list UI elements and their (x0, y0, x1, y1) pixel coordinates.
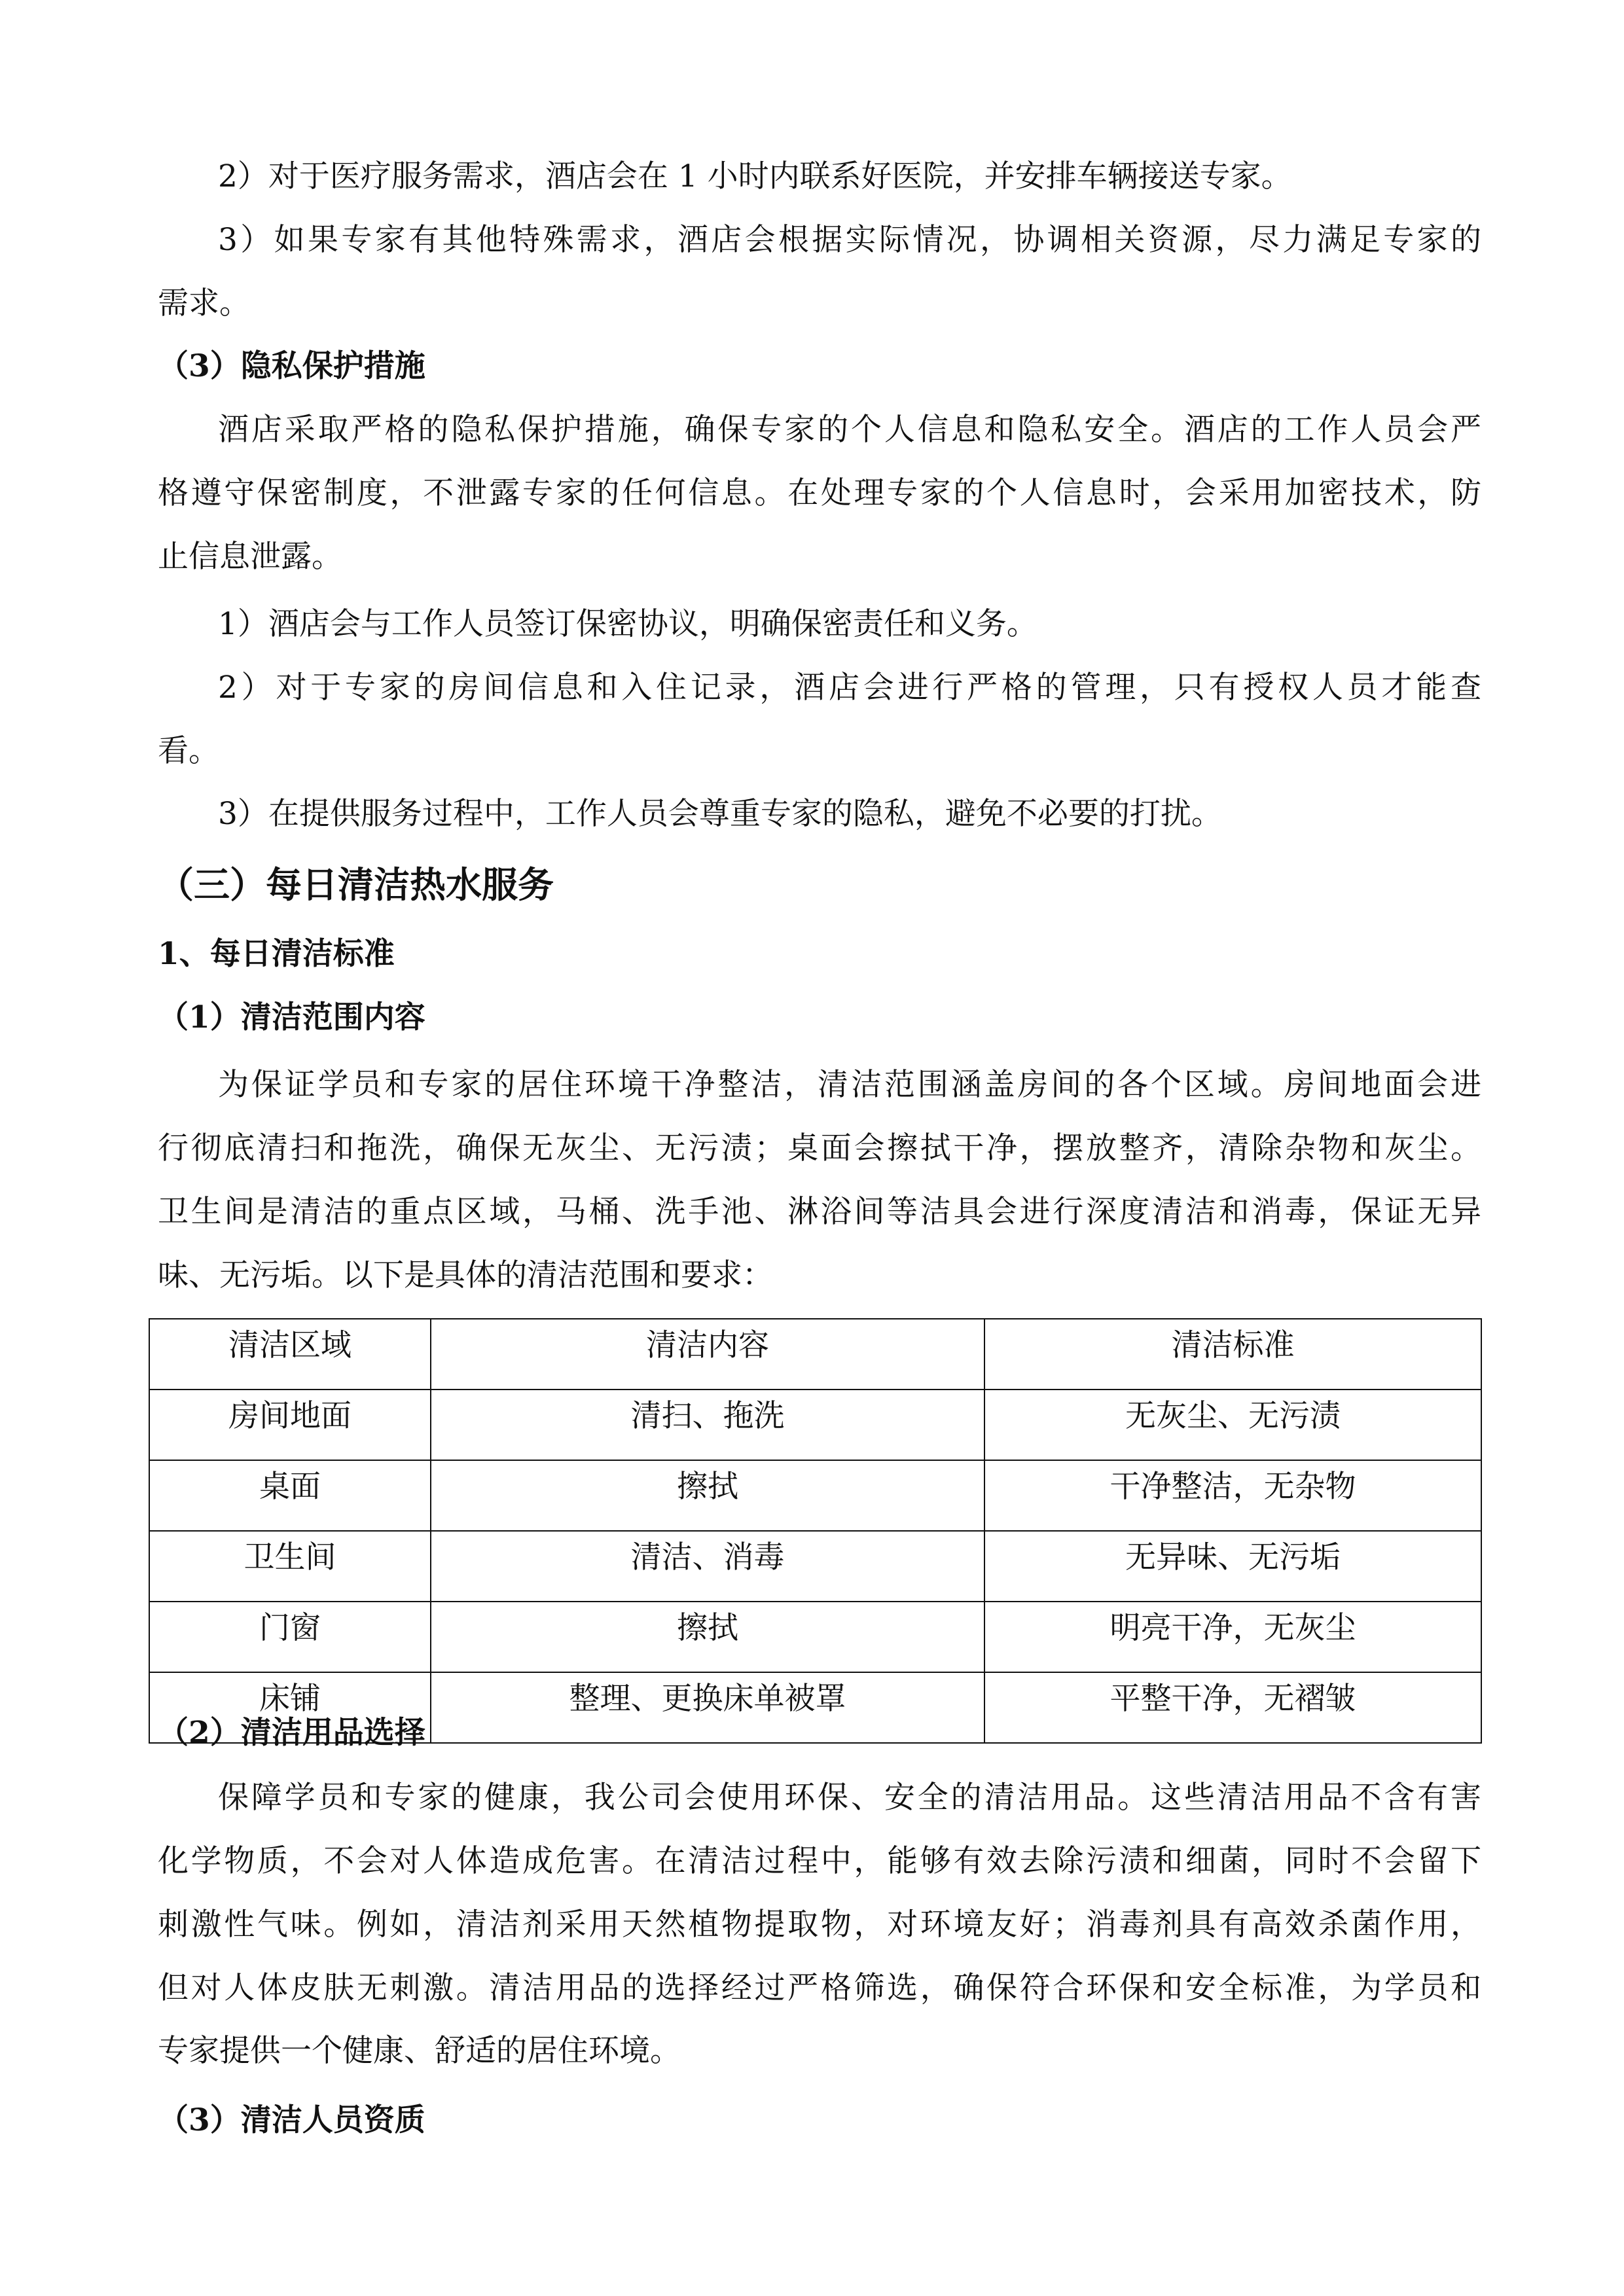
table-cell: 床铺 (149, 1672, 431, 1743)
table-cell: 房间地面 (149, 1390, 431, 1460)
section-heading: （三）每日清洁热水服务 (158, 863, 554, 906)
table-cell: 平整干净，无褶皱 (984, 1672, 1481, 1743)
subheading: （2）清洁用品选择 (158, 1715, 425, 1751)
table-row (149, 1460, 1481, 1531)
cleaning-standards-table (149, 1318, 1482, 1744)
paragraph-line: 止信息泄露。 (158, 539, 342, 575)
paragraph-line: 保障学员和专家的健康，我公司会使用环保、安全的清洁用品。这些清洁用品不含有害 (218, 1780, 1481, 1816)
paragraph-line: 看。 (158, 733, 219, 769)
table-header: 清洁内容 (431, 1319, 984, 1390)
table-row (149, 1390, 1481, 1460)
paragraph-line: 为保证学员和专家的居住环境干净整洁，清洁范围涵盖房间的各个区域。房间地面会进 (218, 1067, 1481, 1103)
table-cell: 擦拭 (431, 1460, 984, 1531)
subheading: （1）清洁范围内容 (158, 999, 425, 1035)
table-cell: 清扫、拖洗 (431, 1390, 984, 1460)
paragraph-line: 2）对于医疗服务需求，酒店会在 1 小时内联系好医院，并安排车辆接送专家。 (218, 158, 1292, 194)
table-header: 清洁区域 (149, 1319, 431, 1390)
paragraph-line: 3）如果专家有其他特殊需求，酒店会根据实际情况，协调相关资源，尽力满足专家的 (218, 222, 1481, 258)
table-header: 清洁标准 (984, 1319, 1481, 1390)
paragraph-line: 1）酒店会与工作人员签订保密协议，明确保密责任和义务。 (218, 606, 1038, 642)
paragraph-line: 2）对于专家的房间信息和入住记录，酒店会进行严格的管理，只有授权人员才能查 (218, 670, 1481, 706)
table-cell: 明亮干净，无灰尘 (984, 1602, 1481, 1672)
table-cell: 清洁、消毒 (431, 1531, 984, 1602)
table-cell: 擦拭 (431, 1602, 984, 1672)
paragraph-line: 需求。 (158, 285, 250, 321)
table-row (149, 1531, 1481, 1602)
paragraph-line: 但对人体皮肤无刺激。清洁用品的选择经过严格筛选，确保符合环保和安全标准，为学员和 (158, 1970, 1481, 2006)
table-header-row (149, 1319, 1481, 1390)
paragraph-line: 酒店采取严格的隐私保护措施，确保专家的个人信息和隐私安全。酒店的工作人员会严 (218, 412, 1481, 448)
paragraph-line: 3）在提供服务过程中，工作人员会尊重专家的隐私，避免不必要的打扰。 (218, 796, 1222, 832)
table-cell: 桌面 (149, 1460, 431, 1531)
table-cell: 无灰尘、无污渍 (984, 1390, 1481, 1460)
table-cell: 整理、更换床单被罩 (431, 1672, 984, 1743)
paragraph-line: 格遵守保密制度，不泄露专家的任何信息。在处理专家的个人信息时，会采用加密技术，防 (158, 475, 1481, 511)
subheading: （3）清洁人员资质 (158, 2102, 425, 2138)
paragraph-line: 味、无污垢。以下是具体的清洁范围和要求： (158, 1257, 773, 1293)
subheading: （3）隐私保护措施 (158, 348, 425, 384)
paragraph-line: 专家提供一个健康、舒适的居住环境。 (158, 2033, 681, 2069)
table-cell: 干净整洁，无杂物 (984, 1460, 1481, 1531)
table-cell: 无异味、无污垢 (984, 1531, 1481, 1602)
paragraph-line: 化学物质，不会对人体造成危害。在清洁过程中，能够有效去除污渍和细菌，同时不会留下 (158, 1843, 1481, 1879)
paragraph-line: 行彻底清扫和拖洗，确保无灰尘、无污渍；桌面会擦拭干净，摆放整齐，清除杂物和灰尘。 (158, 1130, 1481, 1166)
subheading: 1、每日清洁标准 (158, 936, 395, 972)
paragraph-line: 刺激性气味。例如，清洁剂采用天然植物提取物，对环境友好；消毒剂具有高效杀菌作用， (158, 1907, 1481, 1943)
table-cell: 门窗 (149, 1602, 431, 1672)
table-row (149, 1602, 1481, 1672)
paragraph-line: 卫生间是清洁的重点区域，马桶、洗手池、淋浴间等洁具会进行深度清洁和消毒，保证无异 (158, 1194, 1481, 1230)
table-cell: 卫生间 (149, 1531, 431, 1602)
